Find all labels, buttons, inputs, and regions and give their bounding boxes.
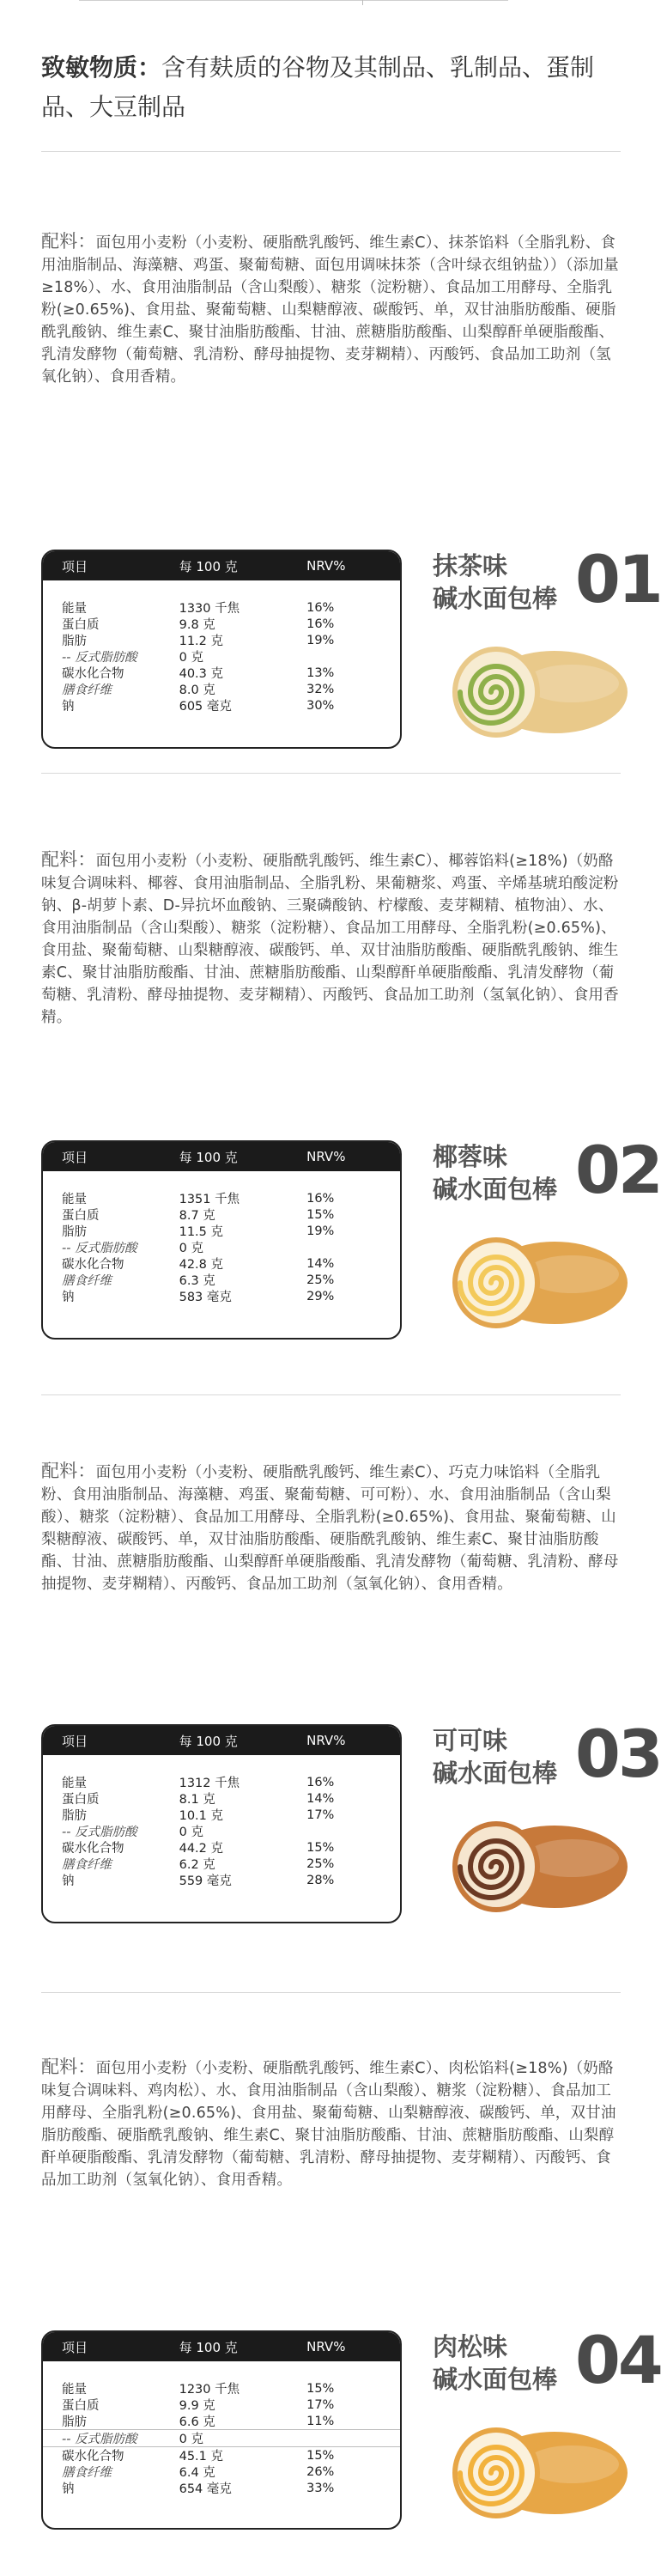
header-per-100g: 每 100 克 bbox=[179, 1149, 238, 1165]
nutrient-nrv: 11% bbox=[306, 2414, 335, 2428]
nutrient-name: 碳水化合物 bbox=[62, 667, 124, 681]
nutrient-name: 能量 bbox=[62, 2383, 87, 2397]
product-section-04 bbox=[41, 2056, 661, 2496]
nutrient-value: 654 毫克 bbox=[179, 2482, 232, 2496]
nutrition-table bbox=[41, 550, 402, 749]
nutrient-value: 11.2 克 bbox=[179, 635, 224, 648]
header-nrv: NRV% bbox=[306, 558, 346, 574]
ingredients-label: 配料： bbox=[41, 2057, 96, 2077]
product-type: 碱水面包棒 bbox=[433, 1175, 558, 1204]
nutrient-nrv: 13% bbox=[306, 665, 335, 680]
product-section-03 bbox=[41, 1460, 661, 1888]
table-row bbox=[43, 1255, 400, 1272]
nutrient-name: 蛋白质 bbox=[62, 1209, 100, 1223]
nutrient-nrv: 30% bbox=[306, 698, 335, 713]
ingredients-text bbox=[41, 230, 625, 388]
product-section-02 bbox=[41, 848, 661, 1304]
nutrient-name: -- 反式脂肪酸 bbox=[62, 651, 137, 665]
section-divider bbox=[41, 1394, 621, 1395]
flavor-name: 椰蓉味 bbox=[433, 1142, 508, 1171]
product-number: 03 bbox=[575, 1716, 661, 1792]
product-number: 02 bbox=[575, 1132, 661, 1208]
nutrient-value: 0 克 bbox=[179, 1826, 203, 1839]
bread-image bbox=[443, 2404, 632, 2533]
header-item: 项目 bbox=[62, 1149, 88, 1165]
header-per-100g: 每 100 克 bbox=[179, 1733, 238, 1749]
nutrition-table bbox=[41, 2330, 402, 2530]
nutrient-value: 10.1 克 bbox=[179, 1809, 224, 1823]
nutrient-name: 脂肪 bbox=[62, 1809, 87, 1823]
nutrient-value: 0 克 bbox=[179, 1242, 203, 1255]
nutrient-name: 碳水化合物 bbox=[62, 1258, 124, 1272]
nutrient-name: 钠 bbox=[62, 1291, 75, 1304]
nutrient-nrv: 29% bbox=[306, 1289, 335, 1303]
nutrient-nrv: 19% bbox=[306, 1224, 335, 1238]
ingredients-label: 配料： bbox=[41, 231, 96, 252]
nutrient-nrv: 15% bbox=[306, 2381, 335, 2396]
nutrition-table bbox=[41, 1140, 402, 1340]
flavor-title bbox=[433, 550, 557, 615]
nutrient-name: 钠 bbox=[62, 2482, 75, 2496]
nutrient-nrv: 15% bbox=[306, 1207, 335, 1222]
nutrient-nrv: 14% bbox=[306, 1791, 335, 1806]
table-row bbox=[43, 1856, 400, 1872]
nutrient-value: 1330 千焦 bbox=[179, 602, 240, 616]
nutrient-name: 蛋白质 bbox=[62, 618, 100, 632]
flavor-name: 肉松味 bbox=[433, 2332, 508, 2361]
ingredients-label: 配料： bbox=[41, 1461, 96, 1481]
table-row bbox=[43, 2480, 400, 2496]
bread-image bbox=[443, 1214, 632, 1343]
nutrient-name: 膳食纤维 bbox=[62, 1274, 112, 1288]
ingredients-list: 面包用小麦粉（小麦粉、硬脂酰乳酸钙、维生素C）、椰蓉馅料(≥18%)（奶酪味复合调味料、椰蓉、食用油脂制品、全脂乳粉、果葡糖浆、鸡蛋、辛烯基琥珀酸淀粉钠、β-胡萝卜素、D-异抗坏血酸钠、三聚磷酸钠、柠檬酸、麦芽糊精、植物油）、水、食用油脂制品（含山梨酸）、糖浆（淀粉糖）、食品加工用酵母、全脂乳粉(≥0.65%)、食用盐、聚葡萄糖、山梨糖醇液、碳酸钙、单、双甘油脂肪酸酯、硬脂酰乳酸钠、维生素C、聚甘油脂肪酸酯、甘油、蔗糖脂肪酸酯、山梨醇酐单硬脂酸酯、乳清发酵物（葡萄糖、乳清粉、酵母抽提物、麦芽糊精）、丙酸钙、食品加工助剂（氢氧化钠）、食用香精。 bbox=[41, 853, 619, 1026]
product-type: 碱水面包棒 bbox=[433, 584, 558, 613]
bread-image bbox=[443, 623, 632, 752]
nutrient-name: 钠 bbox=[62, 700, 75, 714]
nutrient-nrv: 16% bbox=[306, 617, 335, 631]
product-type: 碱水面包棒 bbox=[433, 2365, 558, 2394]
header-per-100g: 每 100 克 bbox=[179, 558, 238, 574]
header-nrv: NRV% bbox=[306, 1149, 346, 1164]
nutrient-nrv: 25% bbox=[306, 1273, 335, 1287]
nutrition-table-body bbox=[43, 1171, 400, 1304]
nutrient-value: 583 毫克 bbox=[179, 1291, 232, 1304]
section-divider bbox=[41, 773, 621, 774]
nutrient-value: 6.4 克 bbox=[179, 2466, 215, 2480]
allergen-statement bbox=[41, 48, 634, 127]
ingredients-list: 面包用小麦粉（小麦粉、硬脂酰乳酸钙、维生素C）、肉松馅料(≥18%)（奶酪味复合调味料、鸡肉松）、水、食用油脂制品（含山梨酸）、糖浆（淀粉糖）、食品加工用酵母、全脂乳粉(≥0.65%)、食用盐、聚葡萄糖、山梨糖醇液、碳酸钙、单，双甘油脂肪酸酯、硬脂酰乳酸钠、维生素C、聚甘油脂肪酸酯、甘油、蔗糖脂肪酸酯、山梨醇酐单硬脂酸酯、乳清发酵物（葡萄糖、乳清粉、酵母抽提物、麦芽糊精）、丙酸钙、食品加工助剂（氢氧化钠）、食用香精。 bbox=[41, 2060, 616, 2189]
product-card bbox=[41, 1716, 661, 1923]
nutrient-name: 膳食纤维 bbox=[62, 683, 112, 697]
allergen-label: 致敏物质： bbox=[41, 53, 162, 82]
ingredients-text bbox=[41, 848, 625, 1029]
nutrient-value: 44.2 克 bbox=[179, 1842, 224, 1856]
nutrient-value: 1351 千焦 bbox=[179, 1193, 240, 1206]
product-card bbox=[41, 541, 661, 749]
section-divider bbox=[41, 1992, 621, 1993]
nutrient-value: 0 克 bbox=[179, 2433, 203, 2446]
table-row bbox=[43, 1790, 400, 1807]
top-rule bbox=[79, 0, 508, 1]
nutrient-value: 1230 千焦 bbox=[179, 2383, 240, 2397]
nutrient-value: 1312 千焦 bbox=[179, 1777, 240, 1790]
nutrition-table-header bbox=[43, 551, 400, 580]
header-item: 项目 bbox=[62, 2339, 88, 2355]
header-item: 项目 bbox=[62, 558, 88, 574]
nutrient-value: 9.9 克 bbox=[179, 2399, 215, 2413]
nutrient-name: 膳食纤维 bbox=[62, 1858, 112, 1872]
nutrient-nrv: 19% bbox=[306, 633, 335, 647]
nutrient-name: -- 反式脂肪酸 bbox=[62, 2433, 137, 2446]
ingredients-text bbox=[41, 1460, 625, 1595]
header-nrv: NRV% bbox=[306, 1733, 346, 1748]
nutrient-name: 脂肪 bbox=[62, 635, 87, 648]
flavor-name: 可可味 bbox=[433, 1726, 508, 1755]
nutrient-name: 脂肪 bbox=[62, 2415, 87, 2429]
nutrient-value: 6.6 克 bbox=[179, 2415, 215, 2429]
table-row bbox=[43, 632, 400, 648]
product-card bbox=[41, 2322, 661, 2530]
table-row bbox=[43, 2397, 400, 2413]
nutrient-name: -- 反式脂肪酸 bbox=[62, 1242, 137, 1255]
table-row bbox=[43, 1774, 400, 1790]
nutrition-table-header bbox=[43, 1142, 400, 1171]
nutrient-nrv: 26% bbox=[306, 2464, 335, 2479]
nutrient-name: 能量 bbox=[62, 1777, 87, 1790]
table-row bbox=[43, 665, 400, 681]
ingredients-list: 面包用小麦粉（小麦粉、硬脂酰乳酸钙、维生素C）、抹茶馅料（全脂乳粉、食用油脂制品、海藻糖、鸡蛋、聚葡萄糖、面包用调味抹茶（含叶绿衣组钠盐））（添加量≥18%）、水、食用油脂制品（含山梨酸）、糖浆（淀粉糖）、食品加工用酵母、全脂乳粉(≥0.65%)、食用盐、聚葡萄糖、山梨糖醇液、碳酸钙、单，双甘油脂肪酸酯、硬脂酰乳酸钠、维生素C、聚甘油脂肪酸酯、甘油、蔗糖脂肪酸酯、山梨醇酐单硬脂酸酯、乳清发酵物（葡萄糖、乳清粉、酵母抽提物、麦芽糊精）、丙酸钙、食品加工助剂（氢氧化钠）、食用香精。 bbox=[41, 234, 619, 386]
nutrient-value: 9.8 克 bbox=[179, 618, 215, 632]
table-row bbox=[43, 599, 400, 616]
top-rule-tick bbox=[362, 0, 363, 5]
nutrition-table-body bbox=[43, 2361, 400, 2496]
nutrition-table-header bbox=[43, 1726, 400, 1755]
bread-image bbox=[443, 1798, 632, 1927]
table-row bbox=[43, 2447, 400, 2464]
nutrient-nrv: 33% bbox=[306, 2481, 335, 2495]
nutrient-name: 能量 bbox=[62, 1193, 87, 1206]
table-row bbox=[43, 1807, 400, 1823]
nutrient-nrv: 32% bbox=[306, 682, 335, 696]
nutrient-value: 6.2 克 bbox=[179, 1858, 215, 1872]
nutrient-nrv: 15% bbox=[306, 2448, 335, 2463]
nutrient-nrv: 28% bbox=[306, 1873, 335, 1887]
header-per-100g: 每 100 克 bbox=[179, 2339, 238, 2355]
allergen-text: 含有麸质的谷物及其制品、乳制品、蛋制品、大豆制品 bbox=[41, 53, 595, 121]
table-row bbox=[43, 1872, 400, 1888]
nutrient-name: -- 反式脂肪酸 bbox=[62, 1826, 137, 1839]
ingredients-label: 配料： bbox=[41, 849, 96, 870]
nutrient-name: 能量 bbox=[62, 602, 87, 616]
table-row bbox=[43, 2380, 400, 2397]
nutrient-name: 膳食纤维 bbox=[62, 2466, 112, 2480]
nutrient-nrv: 25% bbox=[306, 1856, 335, 1871]
nutrient-value: 8.7 克 bbox=[179, 1209, 215, 1223]
table-row bbox=[43, 648, 400, 665]
header-item: 项目 bbox=[62, 1733, 88, 1749]
nutrient-nrv: 16% bbox=[306, 1775, 335, 1789]
flavor-title bbox=[433, 1724, 557, 1789]
product-section-01 bbox=[41, 230, 661, 714]
flavor-title bbox=[433, 2330, 557, 2396]
nutrient-name: 蛋白质 bbox=[62, 1793, 100, 1807]
nutrient-nrv: 16% bbox=[306, 600, 335, 615]
nutrient-value: 605 毫克 bbox=[179, 700, 232, 714]
table-row bbox=[43, 1272, 400, 1288]
flavor-name: 抹茶味 bbox=[433, 551, 508, 580]
ingredients-text bbox=[41, 2056, 625, 2191]
table-row bbox=[43, 616, 400, 632]
table-row bbox=[43, 2413, 400, 2430]
nutrient-value: 42.8 克 bbox=[179, 1258, 224, 1272]
nutrient-value: 6.3 克 bbox=[179, 1274, 215, 1288]
flavor-title bbox=[433, 1140, 557, 1206]
product-number: 04 bbox=[575, 2322, 661, 2398]
nutrient-value: 11.5 克 bbox=[179, 1225, 224, 1239]
header-nrv: NRV% bbox=[306, 2339, 346, 2354]
nutrient-value: 559 毫克 bbox=[179, 1874, 232, 1888]
product-number: 01 bbox=[575, 541, 661, 617]
section-divider bbox=[41, 151, 621, 152]
nutrient-nrv: 15% bbox=[306, 1840, 335, 1855]
table-row bbox=[43, 1206, 400, 1223]
nutrient-name: 碳水化合物 bbox=[62, 1842, 124, 1856]
nutrient-nrv: 17% bbox=[306, 1807, 335, 1822]
product-card bbox=[41, 1132, 661, 1340]
table-row bbox=[43, 1223, 400, 1239]
nutrient-name: 脂肪 bbox=[62, 1225, 87, 1239]
ingredients-list: 面包用小麦粉（小麦粉、硬脂酰乳酸钙、维生素C）、巧克力味馅料（全脂乳粉、食用油脂制品、海藻糖、鸡蛋、聚葡萄糖、可可粉）、水、食用油脂制品（含山梨酸）、糖浆（淀粉糖）、食品加工用酵母、全脂乳粉(≥0.65%)、食用盐、聚葡萄糖、山梨糖醇液、碳酸钙、单，双甘油脂肪酸酯、硬脂酰乳酸钠、维生素C、聚甘油脂肪酸酯、甘油、蔗糖脂肪酸酯、山梨醇酐单硬脂酸酯、乳清发酵物（葡萄糖、乳清粉、酵母抽提物、麦芽糊精）、丙酸钙、食品加工助剂（氢氧化钠）、食用香精。 bbox=[41, 1464, 619, 1593]
nutrient-name: 蛋白质 bbox=[62, 2399, 100, 2413]
product-type: 碱水面包棒 bbox=[433, 1759, 558, 1788]
table-row bbox=[43, 681, 400, 697]
nutrient-value: 8.0 克 bbox=[179, 683, 215, 697]
nutrient-name: 钠 bbox=[62, 1874, 75, 1888]
table-row bbox=[43, 2430, 400, 2447]
table-row bbox=[43, 697, 400, 714]
table-row bbox=[43, 1190, 400, 1206]
table-row bbox=[43, 1239, 400, 1255]
table-row bbox=[43, 1839, 400, 1856]
nutrient-nrv: 16% bbox=[306, 1191, 335, 1206]
nutrient-value: 40.3 克 bbox=[179, 667, 224, 681]
nutrient-value: 0 克 bbox=[179, 651, 203, 665]
nutrition-table-header bbox=[43, 2332, 400, 2361]
nutrient-name: 碳水化合物 bbox=[62, 2450, 124, 2464]
table-row bbox=[43, 1823, 400, 1839]
table-row bbox=[43, 1288, 400, 1304]
nutrition-table bbox=[41, 1724, 402, 1923]
nutrition-table-body bbox=[43, 580, 400, 714]
nutrition-table-body bbox=[43, 1755, 400, 1888]
nutrient-value: 8.1 克 bbox=[179, 1793, 215, 1807]
table-row bbox=[43, 2464, 400, 2480]
nutrient-nrv: 14% bbox=[306, 1256, 335, 1271]
nutrient-value: 45.1 克 bbox=[179, 2450, 224, 2464]
nutrient-nrv: 17% bbox=[306, 2397, 335, 2412]
